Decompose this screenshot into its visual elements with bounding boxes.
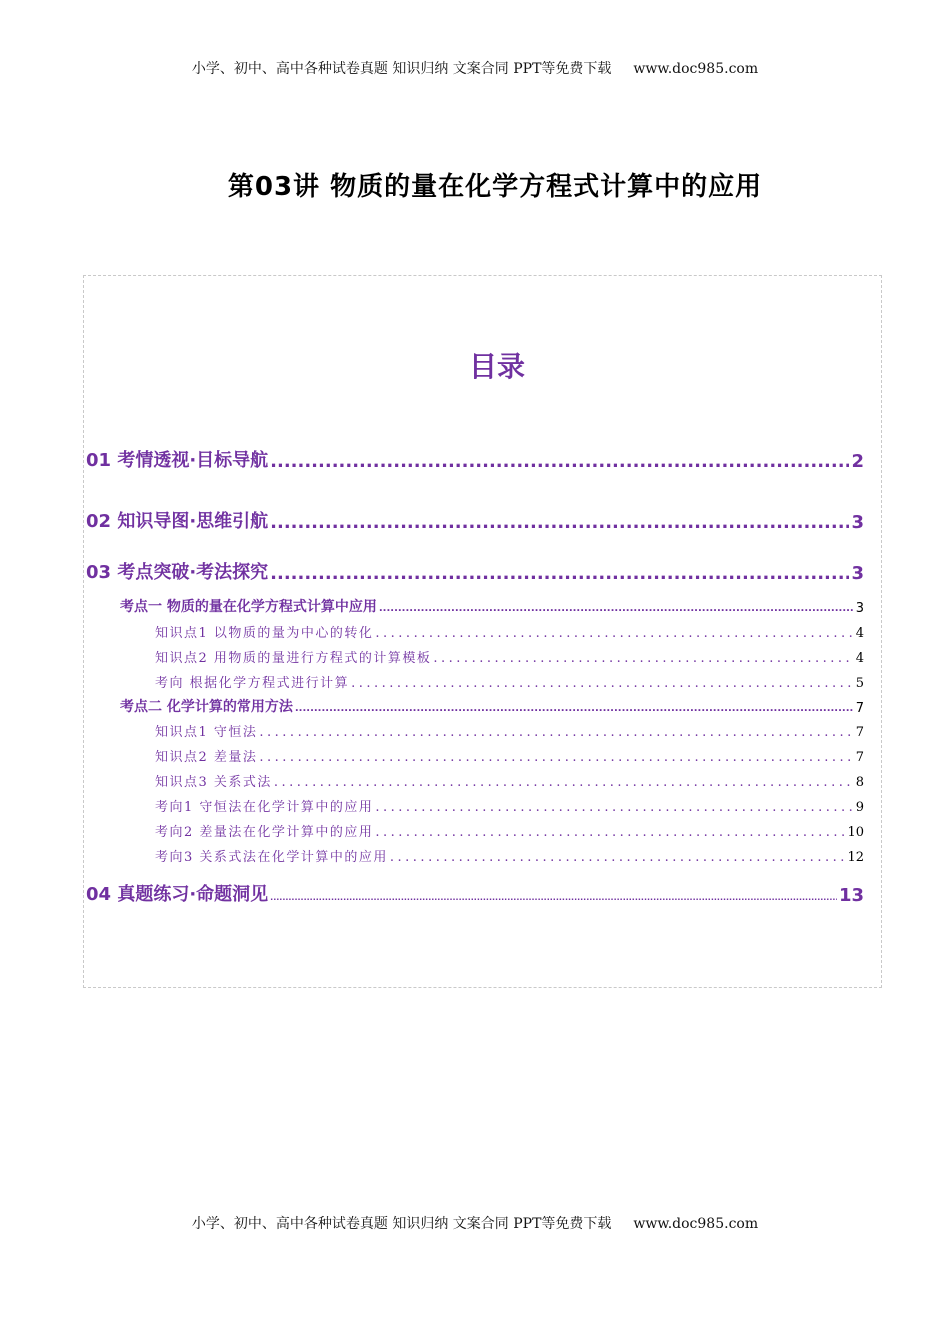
toc-entry-label: 02 知识导图·思维引航 [86,511,269,532]
toc-entry-page: 7 [855,701,864,716]
toc-entry-label: 考向2 差量法在化学计算中的应用 [155,825,374,840]
toc-entry-zhishidian-2-3[interactable] [155,771,864,790]
toc-entry-page: 5 [855,676,864,691]
toc-entry-label: 考向 根据化学方程式进行计算 [155,676,350,691]
toc-entry-kaoxiang-2-1[interactable] [155,796,864,815]
toc-entry-label: 知识点1 以物质的量为中心的转化 [155,626,374,641]
toc-entry-page: 10 [847,825,864,840]
toc-entry-page: 2 [851,451,864,472]
footer-site[interactable]: www.doc985.com [633,1216,759,1232]
toc-entry-page: 9 [855,800,864,815]
toc-entry-label: 知识点2 用物质的量进行方程式的计算模板 [155,651,432,666]
toc-leader [270,890,837,906]
toc-entry-label: 01 考情透视·目标导航 [86,450,269,471]
toc-entry-zhishidian-1-1[interactable] [155,622,864,641]
page-header [0,58,950,78]
toc-entry-label: 知识点1 守恒法 [155,725,258,740]
toc-leader [259,750,853,765]
toc-entry-zhishidian-1-2[interactable] [155,647,864,666]
toc-entry-label: 考点二 化学计算的常用方法 [120,699,293,715]
header-site[interactable]: www.doc985.com [633,61,759,77]
toc-entry-kaodian-2[interactable] [120,696,864,716]
toc-leader [390,850,846,865]
toc-entry-zhishidian-2-2[interactable] [155,746,864,765]
toc-entry-label: 知识点2 差量法 [155,750,258,765]
toc-leader [379,602,854,616]
toc-entry-kaodian-1[interactable] [120,596,864,616]
toc-entry-page: 13 [838,885,864,906]
page-footer [0,1213,950,1233]
toc-entry-02[interactable] [86,507,864,533]
toc-leader [375,800,853,815]
header-text: 小学、初中、高中各种试卷真题 知识归纳 文案合同 PPT等免费下载 [191,61,612,77]
toc-entry-page: 3 [851,563,864,584]
toc-entry-label: 考向3 关系式法在化学计算中的应用 [155,850,388,865]
toc-entry-01[interactable] [86,446,864,472]
toc-entry-label: 知识点3 关系式法 [155,775,272,790]
toc-entry-page: 12 [847,850,864,865]
toc-entry-label: 考点一 物质的量在化学方程式计算中应用 [120,599,377,615]
toc-entry-kaoxiang-2-3[interactable] [155,846,864,865]
page-title: 第03讲 物质的量在化学方程式计算中的应用 [227,172,763,202]
toc-leader [270,512,849,533]
toc-leader [375,825,845,840]
toc-leader [259,725,853,740]
toc-leader [274,775,854,790]
footer-text: 小学、初中、高中各种试卷真题 知识归纳 文案合同 PPT等免费下载 [191,1216,612,1232]
toc-entry-page: 7 [855,750,864,765]
toc-leader [295,702,854,716]
toc-entry-label: 04 真题练习·命题洞见 [86,884,269,905]
toc-entry-kaoxiang-1[interactable] [155,672,864,691]
toc-entry-page: 3 [855,601,864,616]
toc-entry-page: 7 [855,725,864,740]
toc-leader [375,626,853,641]
toc-leader [351,676,854,691]
toc-leader [270,563,849,584]
toc-entry-label: 考向1 守恒法在化学计算中的应用 [155,800,374,815]
toc-entry-kaoxiang-2-2[interactable] [155,821,864,840]
toc-entry-03[interactable] [86,558,864,584]
toc-heading: 目录 [468,350,525,383]
toc-leader [270,451,849,472]
toc-entry-04[interactable] [86,880,864,906]
toc-entry-label: 03 考点突破·考法探究 [86,562,269,583]
toc-entry-zhishidian-2-1[interactable] [155,721,864,740]
toc-leader [433,651,853,666]
toc-entry-page: 8 [855,775,864,790]
toc-entry-page: 3 [851,512,864,533]
toc-entry-page: 4 [855,626,864,641]
toc-entry-page: 4 [855,651,864,666]
